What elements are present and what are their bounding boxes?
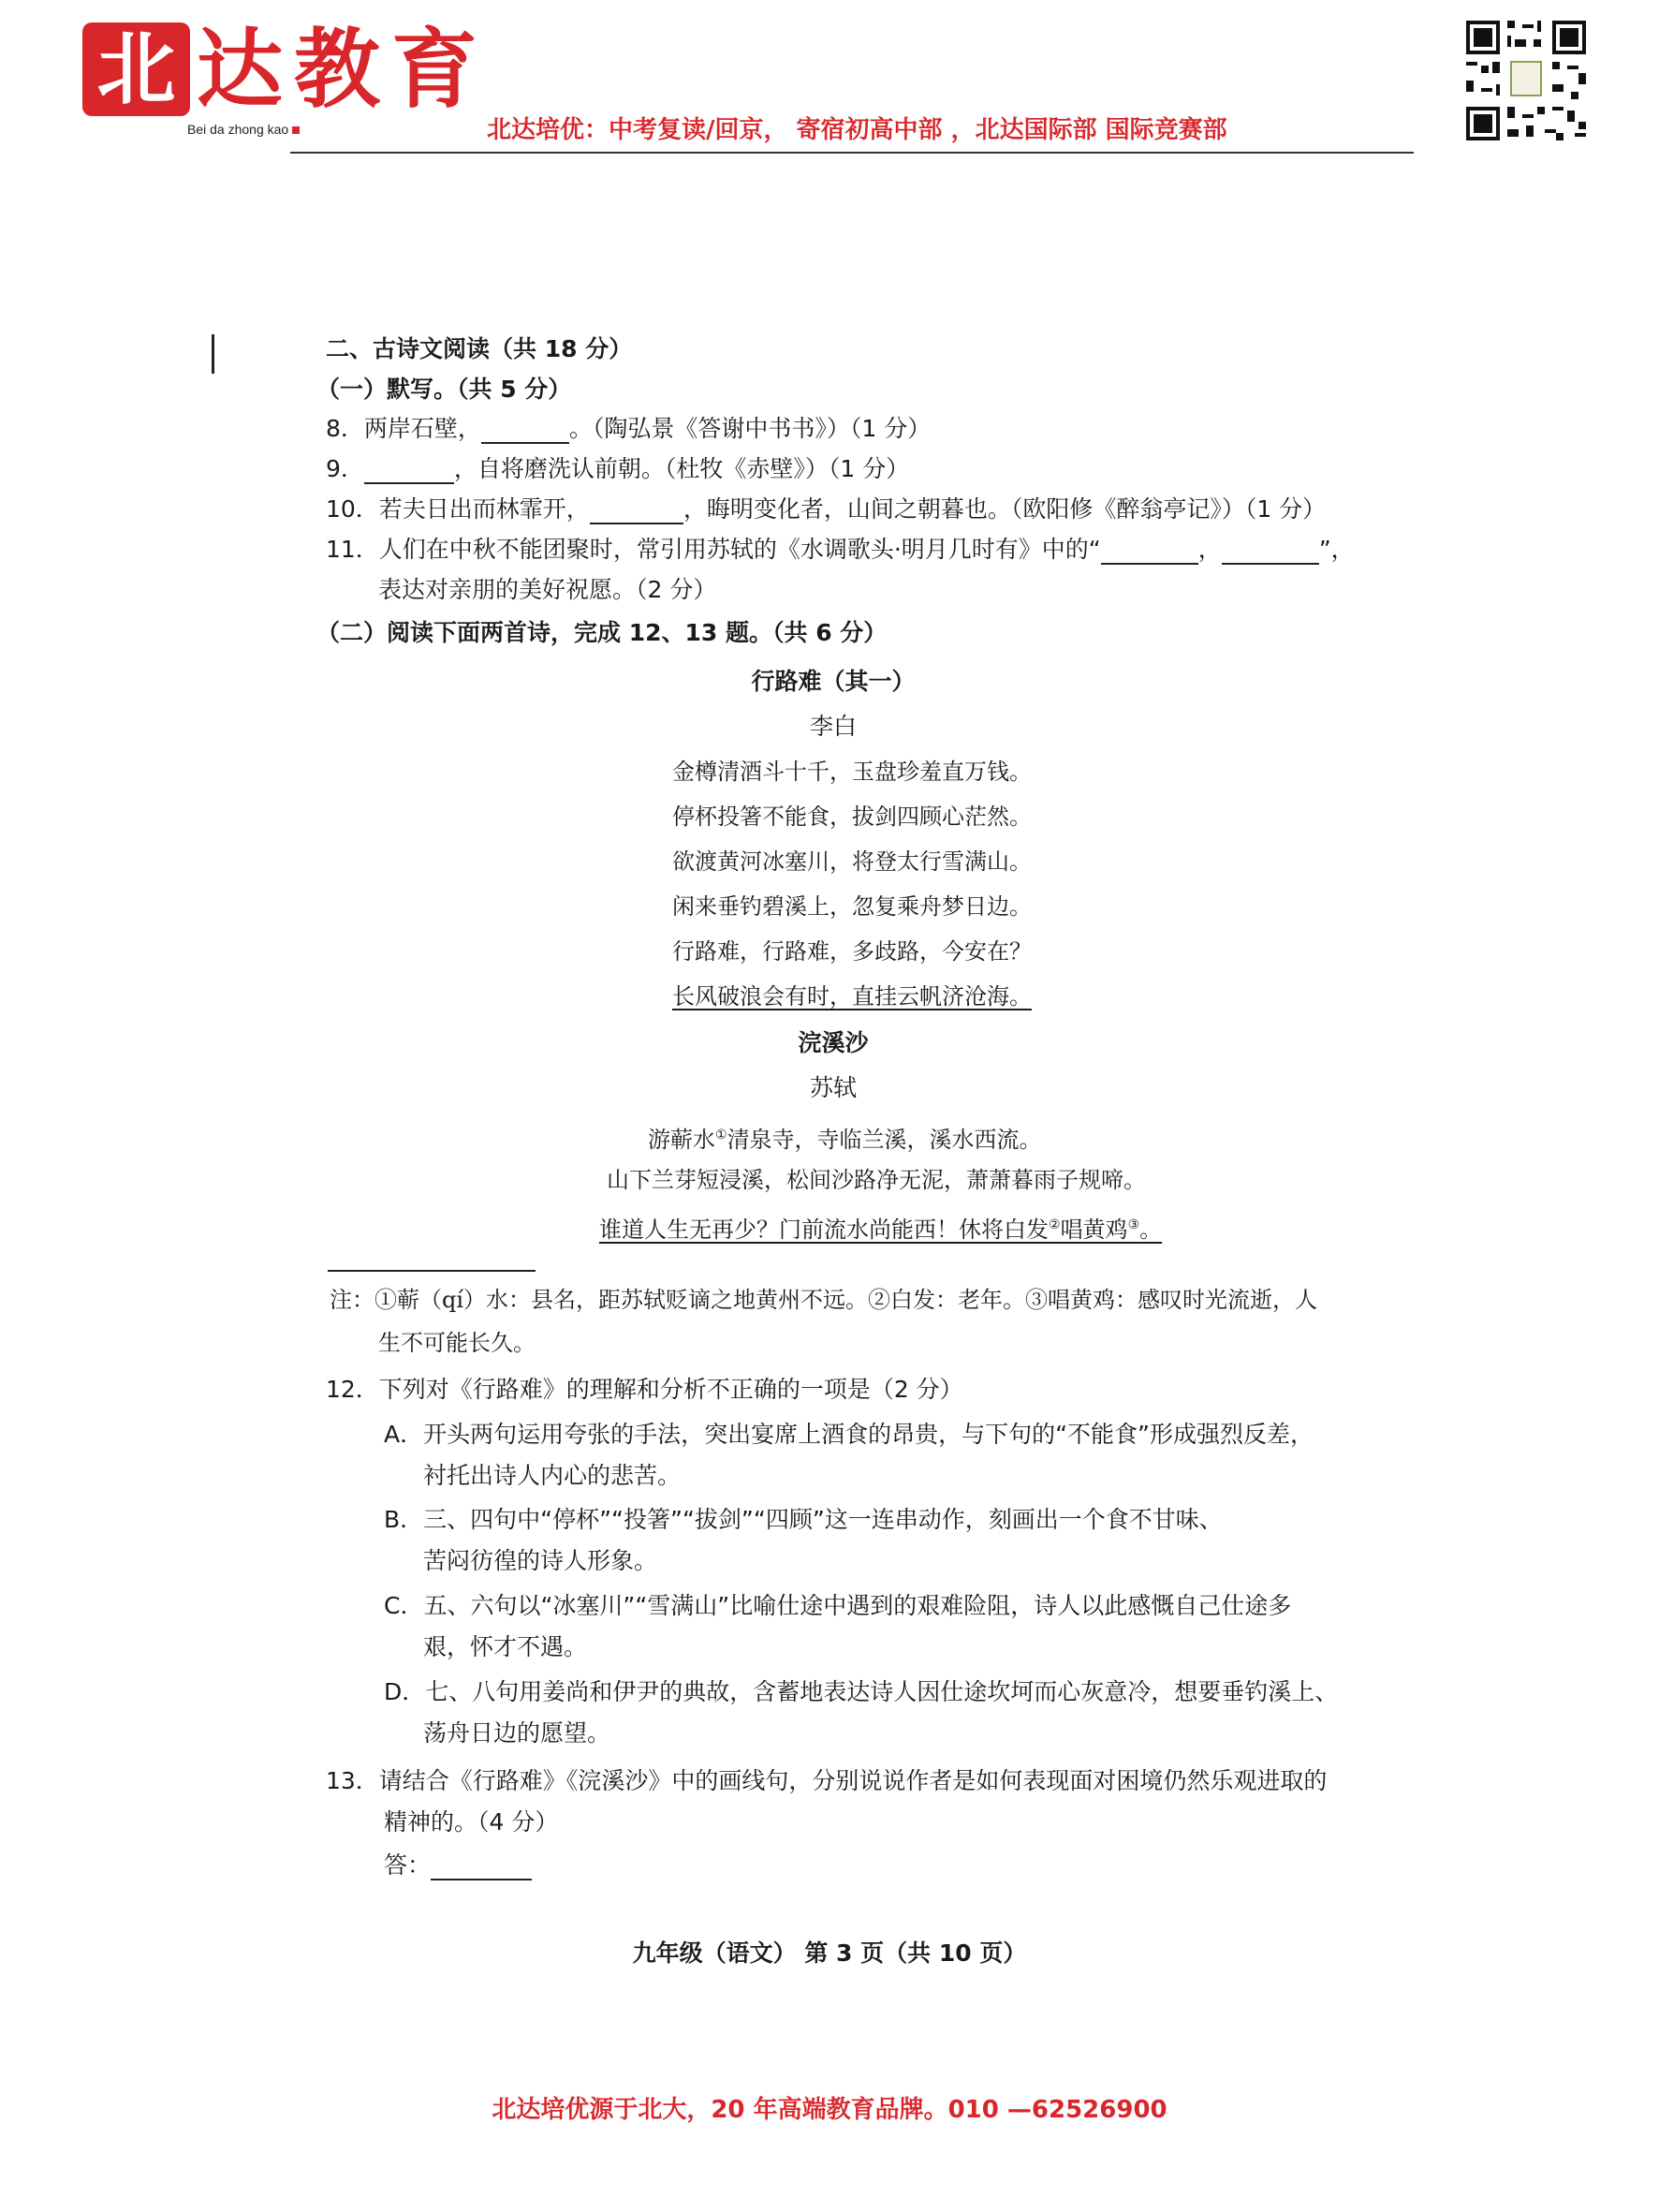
question-13-cont: 精神的。（4 分） (384, 1808, 559, 1836)
option-b-cont: 苦闷彷徨的诗人形象。 (423, 1547, 658, 1574)
poem1-line: 闲来垂钓碧溪上，忽复乘舟梦日边。 (672, 893, 1032, 920)
option-a[interactable]: A．开头两句运用夸张的手法，突出宴席上酒食的昂贵，与下句的“不能食”形成强烈反差， (384, 1421, 1314, 1448)
logo-subtitle: Bei da zhong kao (187, 122, 300, 137)
header-slogan: 北达培优：中考复读/回京， 寄宿初高中部 ，北达国际部 国际竞赛部 (487, 116, 1227, 144)
option-d-cont: 荡舟日边的愿望。 (423, 1719, 611, 1747)
poem1-title: 行路难（其一） (751, 668, 916, 695)
poem1-line: 欲渡黄河冰塞川，将登太行雪满山。 (672, 848, 1032, 875)
poem1-line: 金樽清酒斗十千，玉盘珍羞直万钱。 (672, 759, 1032, 785)
option-d[interactable]: D．七、八句用姜尚和伊尹的典故，含蓄地表达诗人因仕途坎坷而心灰意冷，想要垂钓溪上、 (384, 1678, 1339, 1705)
notes-line: 生不可能长久。 (378, 1330, 536, 1356)
answer-blank[interactable] (431, 1856, 532, 1880)
part1-heading: （一）默写。（共 5 分） (316, 376, 572, 403)
question-11-cont: 表达对亲朋的美好祝愿。（2 分） (378, 576, 717, 603)
question-8: 8．两岸石壁， 。（陶弘景《答谢中书书》）（1 分） (326, 415, 932, 442)
part2-heading: （二）阅读下面两首诗，完成 12、13 题。（共 6 分） (316, 619, 888, 646)
poem2-line: 山下兰芽短浸溪，松间沙路净无泥，萧萧暮雨子规啼。 (607, 1167, 1146, 1193)
option-a-cont: 衬托出诗人内心的悲苦。 (423, 1462, 682, 1489)
option-c-cont: 艰，怀才不遇。 (423, 1633, 588, 1660)
poem1-underlined-line: 长风破浪会有时，直挂云帆济沧海。 (672, 983, 1032, 1010)
answer-blank[interactable] (590, 500, 683, 524)
page-number: 九年级（语文） 第 3 页（共 10 页） (632, 1939, 1027, 1967)
question-13: 13．请结合《行路难》《浣溪沙》中的画线句，分别说说作者是如何表现面对困境仍然乐观进取的 (326, 1767, 1328, 1794)
answer-line: 答： (384, 1851, 532, 1880)
poem2-author: 苏轼 (809, 1074, 857, 1101)
header-divider (290, 152, 1414, 154)
option-b[interactable]: B．三、四句中“停杯”“投箸”“拔剑”“四顾”这一连串动作，刻画出一个食不甘味、 (384, 1506, 1223, 1533)
answer-blank[interactable] (364, 460, 454, 484)
logo-text: 达教育 (197, 19, 490, 120)
answer-blank[interactable] (1222, 540, 1319, 565)
poem1-line: 行路难，行路难，多歧路，今安在？ (672, 938, 1032, 965)
question-10: 10．若夫日出而林霏开， ，晦明变化者，山间之朝暮也。（欧阳修《醉翁亭记》）（1 分） (326, 495, 1327, 523)
poem2-underlined-line: 谁道人生无再少？门前流水尚能西！休将白发②唱黄鸡③。 (599, 1217, 1163, 1243)
question-9: 9． ，自将磨洗认前朝。（杜牧《赤壁》）（1 分） (326, 455, 910, 482)
notes-divider (328, 1270, 536, 1272)
answer-blank[interactable] (481, 420, 569, 444)
poem1-author: 李白 (809, 713, 857, 740)
logo-glyph: 北 (96, 23, 176, 115)
notes-line: 注：①蕲（qí）水：县名，距苏轼贬谪之地黄州不远。②白发：老年。③唱黄鸡：感叹时光流逝，人 (330, 1287, 1318, 1313)
poem1-line: 停杯投箸不能食，拔剑四顾心茫然。 (672, 804, 1032, 830)
poem2-title: 浣溪沙 (798, 1029, 869, 1056)
answer-blank[interactable] (1101, 540, 1198, 565)
poem2-line: 游蕲水①清泉寺，寺临兰溪，溪水西流。 (648, 1127, 1042, 1153)
question-12: 12．下列对《行路难》的理解和分析不正确的一项是（2 分） (326, 1376, 963, 1403)
section-title: 二、古诗文阅读（共 18 分） (326, 335, 633, 362)
question-11: 11．人们在中秋不能团聚时，常引用苏轼的《水调歌头·明月几时有》中的“ ， ”， (326, 536, 1355, 563)
option-c[interactable]: C．五、六句以“冰塞川”“雪满山”比喻仕途中遇到的艰难险阻，诗人以此感慨自己仕途多 (384, 1592, 1292, 1619)
footer-ad: 北达培优源于北大，20 年高端教育品牌。010 —62526900 (492, 2096, 1167, 2124)
qr-code-icon (1462, 17, 1590, 144)
margin-mark (212, 334, 214, 374)
logo-badge (82, 22, 190, 116)
